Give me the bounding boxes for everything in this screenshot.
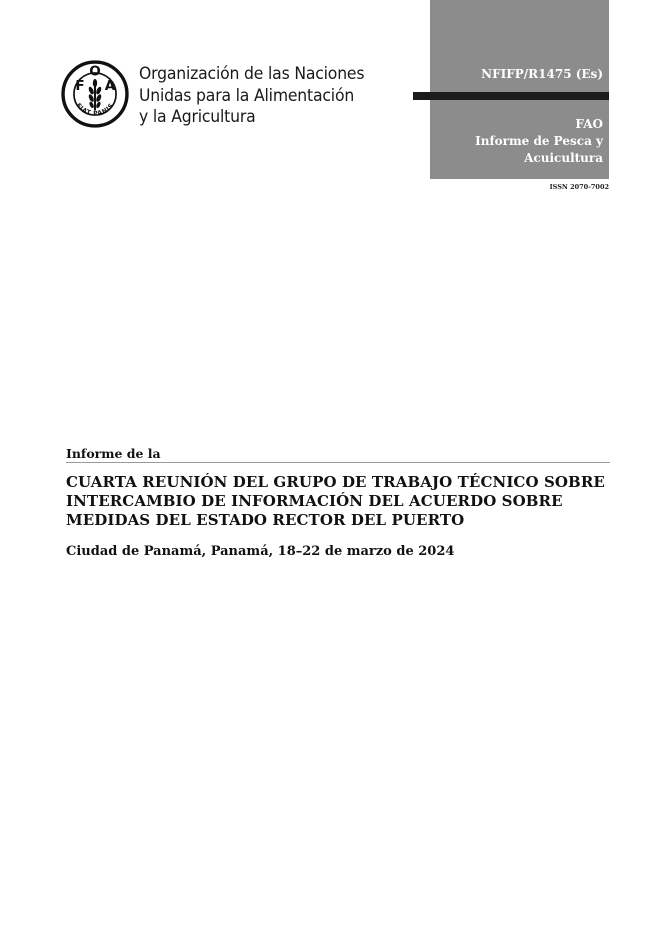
series-box <box>430 0 609 179</box>
report-title <box>66 473 614 530</box>
organization-name <box>139 64 364 129</box>
title-divider <box>66 462 610 463</box>
logo-letter-o: O <box>89 63 101 80</box>
report-intro: Informe de la <box>66 446 161 461</box>
series-name-line: FAO <box>575 117 603 131</box>
report-title-line: MEDIDAS DEL ESTADO RECTOR DEL PUERTO <box>66 511 465 529</box>
series-name-line: Informe de Pesca y <box>475 134 603 148</box>
fao-logo-icon <box>61 60 129 128</box>
series-name-line: Acuicultura <box>524 151 603 165</box>
organization-name-line: Unidas para la Alimentación <box>139 85 355 106</box>
logo-letter-a: A <box>104 77 116 94</box>
logo-letter-f: F <box>75 77 85 94</box>
organization-name-line: Organización de las Naciones <box>139 64 365 84</box>
series-code: NFIFP/R1475 (Es) <box>481 67 603 81</box>
logo-motto: FIAT PANIS <box>74 102 116 118</box>
series-divider-bar <box>413 92 609 100</box>
issn-number: ISSN 2070-7002 <box>549 183 609 191</box>
report-title-line: INTERCAMBIO DE INFORMACIÓN DEL ACUERDO SOBRE <box>66 492 563 510</box>
organization-name-line: y la Agricultura <box>139 107 256 127</box>
series-name <box>475 116 603 167</box>
report-title-line: CUARTA REUNIÓN DEL GRUPO DE TRABAJO TÉCNICO SOBRE <box>66 473 605 491</box>
meeting-place-date: Ciudad de Panamá, Panamá, 18–22 de marzo de 2024 <box>66 544 455 559</box>
